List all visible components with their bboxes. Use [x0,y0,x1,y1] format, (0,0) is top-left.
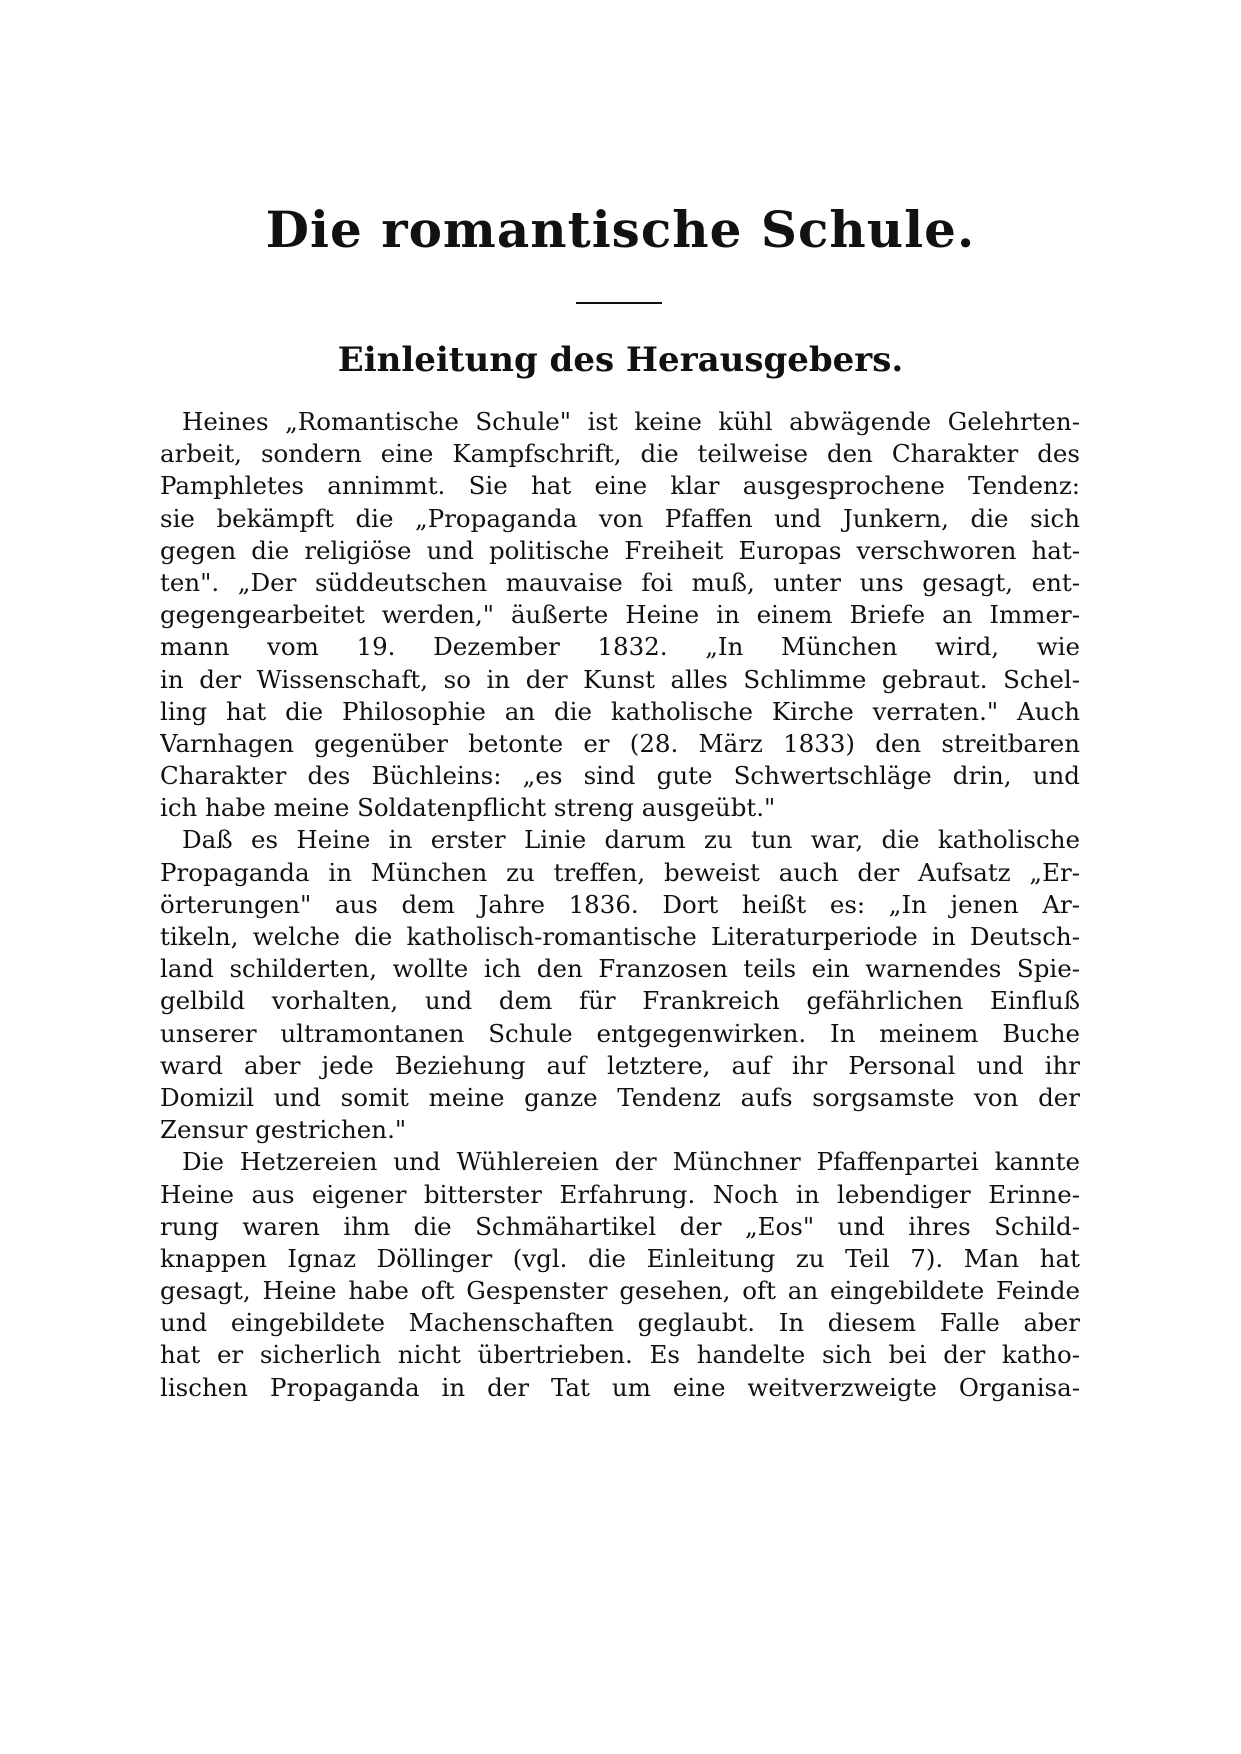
text-line: und eingebildete Machenschaften geglaubt. In diesem Falle aber [160,1308,1080,1338]
text-line: Pamphletes annimmt. Sie hat eine klar ausgesprochene Tendenz: [160,471,1080,501]
body-text [160,406,1080,1404]
text-line: rung waren ihm die Schmähartikel der „Eos" und ihres Schild- [160,1211,1080,1241]
text-line: Varnhagen gegenüber betonte er (28. März 1833) den streitbaren [160,728,1080,758]
text-line: mann vom 19. Dezember 1832. „In München wird, wie [160,632,1080,662]
text-line: ling hat die Philosophie an die katholische Kirche verraten." Auch [160,696,1080,726]
text-line: ich habe meine Soldatenpflicht streng ausgeübt." [160,793,776,823]
paragraph [160,406,1080,824]
text-line: land schilderten, wollte ich den Franzosen teils ein warnendes Spie- [160,954,1080,984]
text-line: unserer ultramontanen Schule entgegenwirken. In meinem Buche [160,1018,1080,1048]
text-line: arbeit, sondern eine Kampfschrift, die teilweise den Charakter des [160,439,1080,469]
text-line: Zensur gestrichen." [160,1115,407,1145]
text-line: Heines „Romantische Schule" ist keine kühl abwägende Gelehrten- [182,407,1080,436]
text-line: gegen die religiöse und politische Freiheit Europas verschworen hat- [160,535,1080,565]
text-line: hat er sicherlich nicht übertrieben. Es handelte sich bei der katho- [160,1340,1080,1370]
text-line: knappen Ignaz Döllinger (vgl. die Einleitung zu Teil 7). Man hat [160,1243,1080,1273]
section-heading: Einleitung des Herausgebers. [337,340,904,380]
text-line: in der Wissenschaft, so in der Kunst alles Schlimme gebraut. Schel- [160,664,1080,694]
text-line: tikeln, welche die katholisch-romantische Literaturperiode in Deutsch- [160,922,1080,951]
text-line: gegengearbeitet werden," äußerte Heine in einem Briefe an Immer- [160,600,1080,630]
text-line: ward aber jede Beziehung auf letztere, auf ihr Personal und ihr [160,1050,1080,1080]
text-line: lischen Propaganda in der Tat um eine weitverzweigte Organisa- [160,1372,1080,1402]
text-line: Die Hetzereien und Wühlereien der Münchner Pfaffenpartei kannte [182,1147,1080,1177]
text-line: Charakter des Büchleins: „es sind gute Schwertschläge drin, und [160,761,1080,791]
text-line: gesagt, Heine habe oft Gespenster gesehen, oft an eingebildete Feinde [160,1276,1080,1306]
title-divider [576,302,662,304]
text-line: Heine aus eigener bitterster Erfahrung. Noch in lebendiger Erinne- [160,1179,1080,1209]
text-line: Daß es Heine in erster Linie darum zu tun war, die katholische [182,825,1080,855]
page-title: Die romantische Schule. [265,200,976,259]
paragraph [160,824,1080,1146]
paragraph [160,1146,1080,1404]
text-line: ten". „Der süddeutschen mauvaise foi muß, unter uns gesagt, ent- [160,567,1080,597]
text-line: Propaganda in München zu treffen, beweist auch der Aufsatz „Er- [160,857,1080,887]
text-line: örterungen" aus dem Jahre 1836. Dort heißt es: „In jenen Ar- [160,889,1080,919]
text-line: sie bekämpft die „Propaganda von Pfaffen und Junkern, die sich [160,503,1080,533]
text-line: gelbild vorhalten, und dem für Frankreich gefährlichen Einfluß [160,986,1080,1016]
text-line: Domizil und somit meine ganze Tendenz aufs sorgsamste von der [160,1082,1080,1112]
